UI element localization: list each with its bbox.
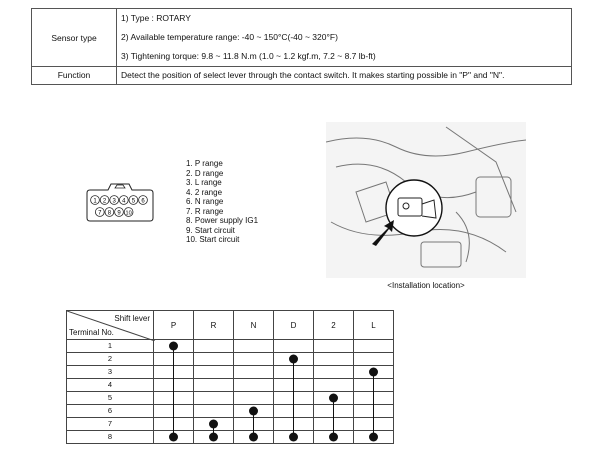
shift-lever-table xyxy=(66,310,394,444)
terminal-number: 8 xyxy=(67,431,154,444)
table-cell xyxy=(154,392,194,405)
connector-diagram xyxy=(84,180,156,224)
table-cell xyxy=(274,418,314,431)
terminal-number: 7 xyxy=(67,418,154,431)
table-cell xyxy=(154,405,194,418)
table-cell xyxy=(194,379,234,392)
terminal-number: 1 xyxy=(67,340,154,353)
table-cell xyxy=(354,418,394,431)
table-cell xyxy=(354,392,394,405)
terminal-row xyxy=(67,340,394,353)
table-cell xyxy=(314,405,354,418)
table-cell xyxy=(314,366,354,379)
connector-pin-list xyxy=(186,159,258,245)
table-cell xyxy=(234,418,274,431)
function-row xyxy=(32,67,572,85)
pin-list-item: 2. D range xyxy=(186,168,224,178)
connector-pin-number: 5 xyxy=(131,198,136,205)
pin-list-item: 10. Start circuit xyxy=(186,235,240,244)
table-cell xyxy=(354,353,394,366)
shift-table-header xyxy=(67,311,394,340)
table-cell xyxy=(194,340,234,353)
table-cell xyxy=(314,418,354,431)
table-cell xyxy=(194,392,234,405)
column-header: D xyxy=(274,311,314,340)
connector-pin-number: 2 xyxy=(102,198,107,205)
sensor-spec-table xyxy=(31,8,572,85)
header-corner xyxy=(67,311,154,340)
column-header: P xyxy=(154,311,194,340)
table-cell xyxy=(154,379,194,392)
sensor-type-details xyxy=(117,9,572,67)
table-cell xyxy=(354,366,394,379)
terminal-row xyxy=(67,366,394,379)
table-cell xyxy=(274,353,314,366)
table-cell xyxy=(274,366,314,379)
sensor-type-row xyxy=(32,9,572,67)
sensor-type-label: Sensor type xyxy=(32,9,117,67)
table-cell xyxy=(234,405,274,418)
pin-list-item: 8. Power supply IG1 xyxy=(186,216,259,225)
table-cell xyxy=(234,392,274,405)
table-cell xyxy=(354,340,394,353)
pin-list-item: 4. 2 range xyxy=(186,187,223,197)
header-shift-lever: Shift lever xyxy=(114,314,150,323)
table-cell xyxy=(194,366,234,379)
header-terminal-no: Terminal No. xyxy=(69,328,114,337)
column-header: 2 xyxy=(314,311,354,340)
table-cell xyxy=(274,405,314,418)
table-cell xyxy=(194,405,234,418)
table-cell xyxy=(314,392,354,405)
column-header: L xyxy=(354,311,394,340)
table-cell xyxy=(354,379,394,392)
connector-pin-number: 3 xyxy=(112,198,116,205)
sensor-type-line: 2) Available temperature range: -40 ~ 150°C(-40 ~ 320°F) xyxy=(121,32,338,42)
table-cell xyxy=(234,353,274,366)
terminal-number: 5 xyxy=(67,392,154,405)
table-cell xyxy=(274,379,314,392)
terminal-row xyxy=(67,353,394,366)
connector-latch xyxy=(115,185,125,188)
table-cell xyxy=(154,366,194,379)
terminal-number: 3 xyxy=(67,366,154,379)
terminal-row xyxy=(67,405,394,418)
table-cell xyxy=(314,340,354,353)
table-cell xyxy=(154,353,194,366)
pin-list-item: 1. P range xyxy=(186,159,223,168)
pin-list-item: 9. Start circuit xyxy=(186,225,235,235)
function-label: Function xyxy=(32,67,117,85)
table-cell xyxy=(234,379,274,392)
connector-pin-number: 6 xyxy=(141,198,145,205)
table-cell xyxy=(274,340,314,353)
pin-list-item: 6. N range xyxy=(186,197,224,206)
column-header: R xyxy=(194,311,234,340)
sensor-highlight-circle xyxy=(386,180,442,236)
table-cell xyxy=(354,405,394,418)
table-cell xyxy=(194,353,234,366)
table-cell xyxy=(314,353,354,366)
table-cell xyxy=(194,418,234,431)
terminal-number: 6 xyxy=(67,405,154,418)
connector-pin-number: 1 xyxy=(93,198,97,205)
table-cell xyxy=(274,392,314,405)
connector-pins-bottom xyxy=(95,208,133,217)
terminal-number: 4 xyxy=(67,379,154,392)
terminal-row xyxy=(67,392,394,405)
table-cell xyxy=(234,340,274,353)
sensor-type-line: 3) Tightening torque: 9.8 ~ 11.8 N.m (1.0 ~ 1.2 kgf.m, 7.2 ~ 8.7 lb-ft) xyxy=(121,51,376,61)
installation-caption: <Installation location> xyxy=(387,281,465,290)
pin-list-item: 7. R range xyxy=(186,206,224,216)
terminal-row xyxy=(67,379,394,392)
terminal-number: 2 xyxy=(67,353,154,366)
sensor-type-line: 1) Type : ROTARY xyxy=(121,13,191,23)
column-header: N xyxy=(234,311,274,340)
connector-pin-number: 4 xyxy=(122,198,126,205)
pin-list-item: 3. L range xyxy=(186,178,222,187)
terminal-row xyxy=(67,418,394,431)
function-text: Detect the position of select lever through the contact switch. It makes starting possible in "P" and "N". xyxy=(117,67,572,85)
connector-pin-number: 7 xyxy=(98,210,102,217)
table-cell xyxy=(154,418,194,431)
table-cell xyxy=(314,379,354,392)
connector-pin-number: 10 xyxy=(125,210,132,217)
table-cell xyxy=(234,366,274,379)
table-cell xyxy=(154,340,194,353)
connector-pin-number: 9 xyxy=(117,210,121,217)
connector-pin-number: 8 xyxy=(107,210,112,217)
connector-pins-top xyxy=(91,196,148,205)
installation-photo xyxy=(326,122,526,278)
